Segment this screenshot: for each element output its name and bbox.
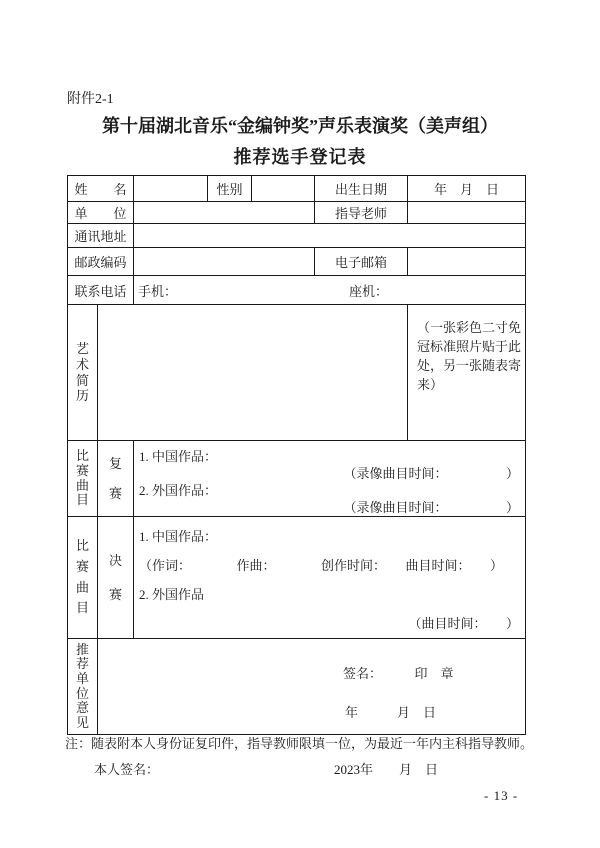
repertoire-label: 比赛曲目 [75,537,89,616]
postal-code-input-cell [134,248,315,276]
recommend-content-cell [98,639,526,735]
gender-input-cell [252,176,315,202]
final-content-cell [134,517,526,639]
sign-date: 2023年 月 日 [334,762,439,777]
semifinal-content-cell [134,441,526,517]
semifinal-round-label: 复赛 [108,455,122,501]
table-row [68,224,526,248]
page-number: - 13 - [484,788,519,803]
name-input-cell [134,176,208,202]
semifinal-video-time-2: （录像曲目时间： ） [343,500,520,515]
signer-label: 本人签名： [94,762,160,777]
resume-input-cell [98,305,408,441]
final-round-cell [98,517,134,639]
phone-input-cell [134,276,526,305]
table-row [68,248,526,276]
signer-row [94,759,438,778]
semifinal-video-time-1: （录像曲目时间： ） [343,466,520,481]
final-round-label: 决赛 [108,552,122,602]
semifinal-item-1: 1. 中国作品： [139,449,218,464]
address-label: 通讯地址 [68,224,134,248]
final-credits: （作词： 作曲： 创作时间： 曲目时间： ） [139,558,504,573]
note-text: 注：随表附本人身份证复印件，指导教师限填一位，为最近一年内主科指导教师。 [65,736,534,751]
unit-input-cell [134,202,315,224]
gender-label: 性别 [208,176,252,202]
table-row [68,176,526,202]
advisor-label: 指导老师 [315,202,408,224]
mobile-label: 手机： [138,283,178,299]
landline-label: 座机： [349,283,389,299]
final-item-1: 1. 中国作品： [139,529,218,544]
advisor-input-cell [408,202,526,224]
semifinal-round-cell [98,441,134,517]
final-item-2: 2. 外国作品 [139,587,205,602]
recommend-label-cell [68,639,98,735]
photo-note: （一张彩色二寸免冠标准照片贴于此处，另一张随表寄来） [417,320,522,392]
form-title: 第十届湖北音乐“金编钟奖”声乐表演奖（美声组） [102,116,498,136]
recommend-unit-opinion-label: 推荐单位意见 [75,641,89,730]
email-input-cell [408,248,526,276]
phone-label: 联系电话 [68,276,134,305]
birth-date-label: 出生日期 [315,176,408,202]
photo-box [408,305,526,441]
recommend-date: 年 月 日 [345,705,437,720]
table-row [68,305,526,441]
repertoire-label-cell-final [68,517,98,639]
final-duration: （曲目时间： ） [408,616,520,631]
table-row [68,441,526,517]
birth-date-value: 年 月 日 [408,176,526,202]
recommend-sign-seal: 签名： 印 章 [343,666,454,681]
resume-label-cell [68,305,98,441]
registration-table [67,175,526,735]
address-input-cell [134,224,526,248]
semifinal-item-2: 2. 外国作品： [139,483,218,498]
email-label: 电子邮箱 [315,248,408,276]
table-row [68,276,526,305]
table-row [68,202,526,224]
name-label: 姓 名 [68,176,134,202]
form-subtitle: 推荐选手登记表 [233,147,367,167]
table-row [68,639,526,735]
table-row [68,517,526,639]
repertoire-label-cell-semifinal [68,441,98,517]
postal-code-label: 邮政编码 [68,248,134,276]
unit-label: 单 位 [68,202,134,224]
repertoire-label: 比赛曲目 [75,447,89,508]
attachment-label: 附件2-1 [67,92,114,107]
resume-label: 艺术简历 [75,341,89,404]
